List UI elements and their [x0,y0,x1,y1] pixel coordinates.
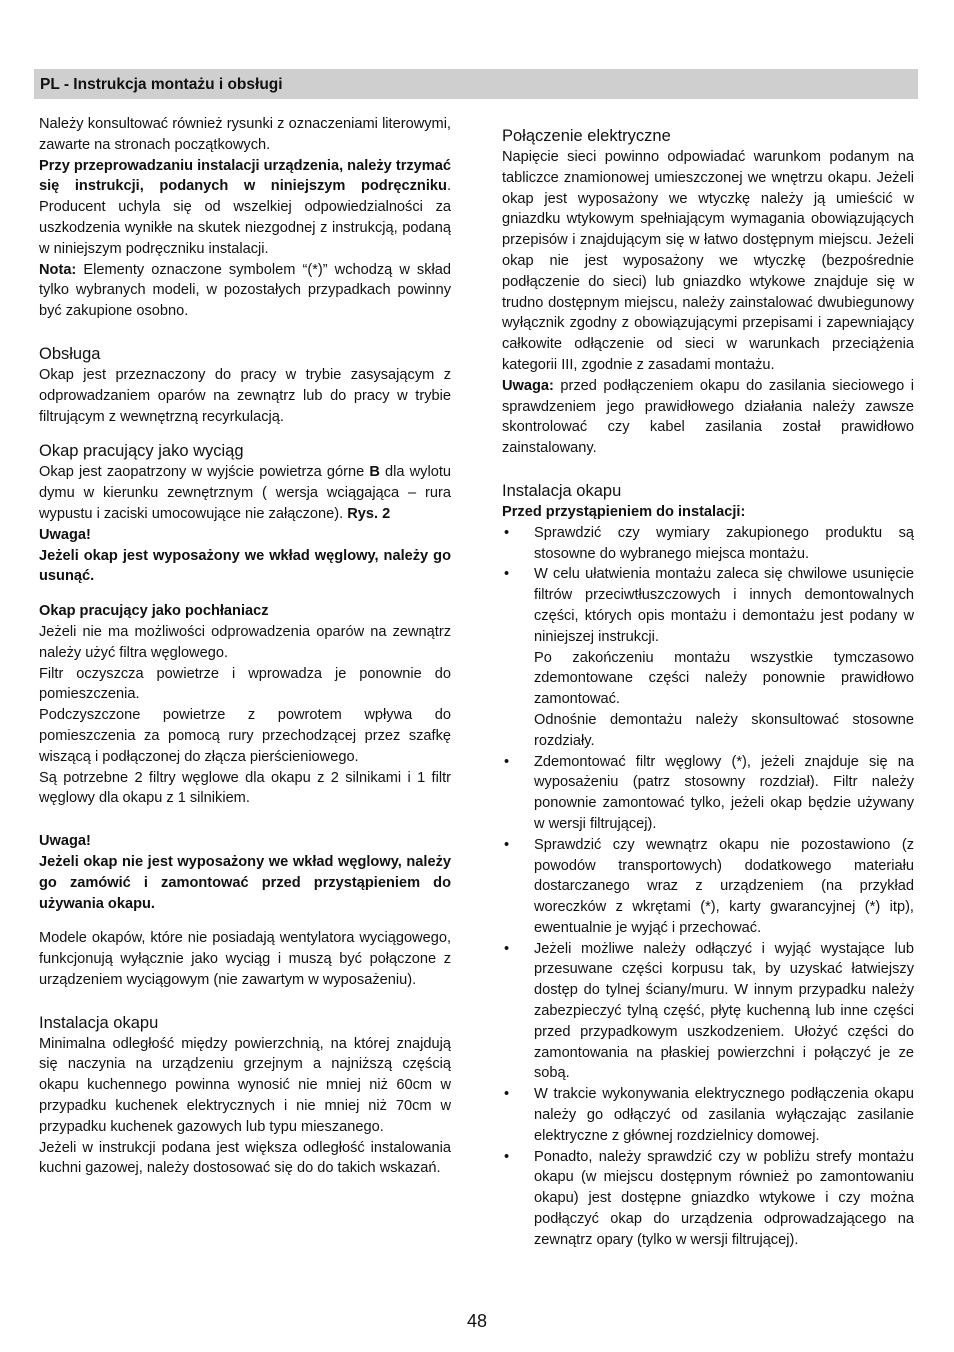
pochlaniacz-p3: Podczyszczone powietrze z powrotem wpływa do pomieszczenia za pomocą rury przechodzącej przez szafkę wiszącą i podłączonej do złącza pierścieniowego. [39,707,451,765]
list-item-text: Jeżeli możliwe należy odłączyć i wyjąć wystające lub przesuwane części korpusu tak, by uzyskać łatwiejszy dostęp do tylnej ściany/muru. W innym przypadku należy zabezpieczyć tylną część, płytę kuchenną lub inne części przed przypadkowym uszkodzeniem. Ułożyć części do zamontowania na płaskiej powierzchni i połączyć je ze sobą. [534,940,914,1082]
uwaga-right-text: przed podłączeniem okapu do zasilania sieciowego i sprawdzeniem jego prawidłowego działania należy zawsze skontrolować czy kabel zasilania został prawidłowo zainstalowany. [502,377,914,457]
instalacja-left-p2: Jeżeli w instrukcji podana jest większa odległość instalowania kuchni gazowej, należy dostosować się do do takich wskazań. [39,1139,451,1177]
intro-paragraph: Należy konsultować również rysunki z oznaczeniami literowymi, zawarte na stronach początkowych. [39,116,451,153]
uwaga-right-paragraph [502,376,914,459]
right-column [502,126,914,1251]
wyciag-heading: Okap pracujący jako wyciąg [39,442,244,461]
list-item [502,1147,914,1251]
list-item-text: Po zakończeniu montażu wszystkie tymczasowo zdemontowane części należy ponownie prawidłowo zamontować. [534,649,914,708]
pochlaniacz-heading: Okap pracujący jako pochłaniacz [39,603,269,620]
instalacja-right-heading: Instalacja okapu [502,481,622,500]
list-item-text: W trakcie wykonywania elektrycznego podłączenia okapu należy go odłączyć od zasilania wyłączając zasilanie elektryczne z głównej rozdzielnicy domowej. [534,1086,914,1144]
list-item [502,835,914,939]
installation-checklist [502,523,914,1251]
pochlaniacz-p4: Są potrzebne 2 filtry węglowe dla okapu z 2 silnikami i 1 filtr węglowy dla okapu z 1 silnikiem. [39,769,451,807]
bullet-icon: • [504,524,510,541]
bullet-icon: • [504,1086,510,1103]
bullet-icon: • [504,1148,510,1165]
installation-note-text: . Producent uchyla się od wszelkiej odpowiedzialności za uszkodzenia wynikłe na skutek niezgodnej z instrukcją, podaną w niniejszym podręczniku instalacji. [39,178,451,257]
polaczenie-text: Napięcie sieci powinno odpowiadać warunkom podanym na tabliczce znamionowej umieszczonej we wnętrzu okapu. Jeżeli okap jest wyposażony we wtyczkę należy ją umieścić w gniazdku wtykowym spełniającym wymagania obowiązujących przepisów i znajdującym się w łatwo dostępnym miejscu. Jeżeli okap nie jest wyposażony we wtyczkę (bezpośrednie podłączenie do sieci) lub gniazdko wtykowe znajduje się w trudno dostępnym miejscu, należy zainstalować dwubiegunowy wyłącznik zgodny z obowiązującymi przepisami i zapewniający całkowite odłączenie od sieci w warunkach przeciążenia kategorii III, zgodnie z zasadami montażu. [502,149,914,373]
page-number: 48 [466,1311,488,1331]
nota-text: Elementy oznaczone symbolem “(*)” wchodzą w skład tylko wybranych modeli, w pozostałych przypadkach powinny być zakupione osobno. [39,261,451,320]
list-item [502,752,914,835]
nota-label: Nota: [39,261,77,278]
wyciag-figure-ref: Rys. 2 [347,505,391,522]
nota-paragraph [39,260,451,322]
uwaga2-text: Jeżeli okap nie jest wyposażony we wkład węglowy, należy go zamówić i zamontować przed przystąpieniem do używania okapu. [39,853,451,912]
bullet-icon: • [504,836,510,853]
list-item-text: Sprawdzić czy wewnątrz okapu nie pozostawiono (z powodów transportowych) dodatkowego materiału dostarczanego wraz z urządzeniem (na przykład woreczków z wkrętami (*), karty gwarancyjnej (*) itp), ewentualnie je wyjąć i przechować. [534,836,914,936]
section-header-title: PL - Instrukcja montażu i obsługi [40,76,283,93]
modele-text: Modele okapów, które nie posiadają wentylatora wyciągowego, funkcjonują wyłącznie jako wyciąg i muszą być połączone z urządzeniem wyciągowym (nie zawartym w wyposażeniu). [39,930,451,988]
installation-note-bold: Przy przeprowadzaniu instalacji urządzenia, należy trzymać się instrukcji, podanych w niniejszym podręczniku [39,157,452,195]
uwaga2-label: Uwaga! [39,833,91,850]
wyciag-text-part2: dla wylotu dymu w kierunku zewnętrznym ( wersja wciągająca – rura wypustu i zaciski umocowujące nie załączone). [39,464,451,522]
obsluga-heading: Obsługa [39,344,101,363]
wyciag-outlet-letter: B [369,464,380,481]
uwaga1-text: Jeżeli okap jest wyposażony we wkład węglowy, należy go usunąć. [39,547,451,585]
polaczenie-heading: Połączenie elektryczne [502,127,671,145]
list-item [502,523,914,565]
bullet-icon: • [504,566,510,583]
list-item [502,1084,914,1146]
bullet-icon: • [504,753,510,770]
uwaga1-label: Uwaga! [39,526,91,543]
przed-instalacja-heading: Przed przystąpieniem do instalacji: [502,503,746,520]
list-item-text: Sprawdzić czy wymiary zakupionego produktu są stosowne do wybranego miejsca montażu. [534,524,914,562]
wyciag-text [39,462,451,524]
instalacja-left-heading: Instalacja okapu [39,1013,159,1032]
list-item [502,939,914,1085]
pochlaniacz-p2: Filtr oczyszcza powietrze i wprowadza je ponownie do pomieszczenia. [39,665,451,703]
list-item-text: W celu ułatwienia montażu zaleca się chwilowe usunięcie filtrów przeciwtłuszczowych i innych demontowalnych części, których opis montażu i demontażu jest podany w niniejszej instrukcji. [534,566,914,645]
list-item-text: Zdemontować filtr węglowy (*), jeżeli znajduje się na wyposażeniu (patrz stosowny rozdział). Filtr należy ponownie zamontować tylko, jeżeli okap będzie używany w wersji filtrującej). [534,753,914,832]
bullet-icon: • [504,940,510,957]
list-item-text: Odnośnie demontażu należy skonsultować stosowne rozdziały. [534,711,914,749]
left-column [39,114,451,1179]
uwaga-right-label: Uwaga: [502,377,554,394]
installation-note-paragraph [39,156,451,260]
section-header [34,69,918,99]
obsluga-text: Okap jest przeznaczony do pracy w trybie zasysającym z odprowadzaniem oparów na zewnątrz lub do pracy w trybie filtrującym z wewnętrzną recyrkulacją. [39,366,451,425]
list-item [502,564,914,751]
list-item-text: Ponadto, należy sprawdzić czy w pobliżu strefy montażu okapu (w miejscu dostępnym również po zamontowaniu okapu) jest dostępne gniazdko wtykowe i czy można podłączyć okap do urządzenia odprowadzającego na zewnątrz opary (tylko w wersji filtrującej). [534,1148,914,1248]
pochlaniacz-p1: Jeżeli nie ma możliwości odprowadzenia oparów na zewnątrz należy użyć filtra węglowego. [39,623,451,661]
wyciag-text-part1: Okap jest zaopatrzony w wyjście powietrza górne [39,464,370,481]
instalacja-left-p1: Minimalna odległość między powierzchnią, na której znajdują się naczynia na urządzeniu grzejnym a najniższą częścią okapu kuchennego powinna wynosić nie mniej niż 60cm w przypadku kuchenek elektrycznych i nie mniej niż 70cm w przypadku kuchenek gazowych lub typu mieszanego. [39,1035,451,1135]
